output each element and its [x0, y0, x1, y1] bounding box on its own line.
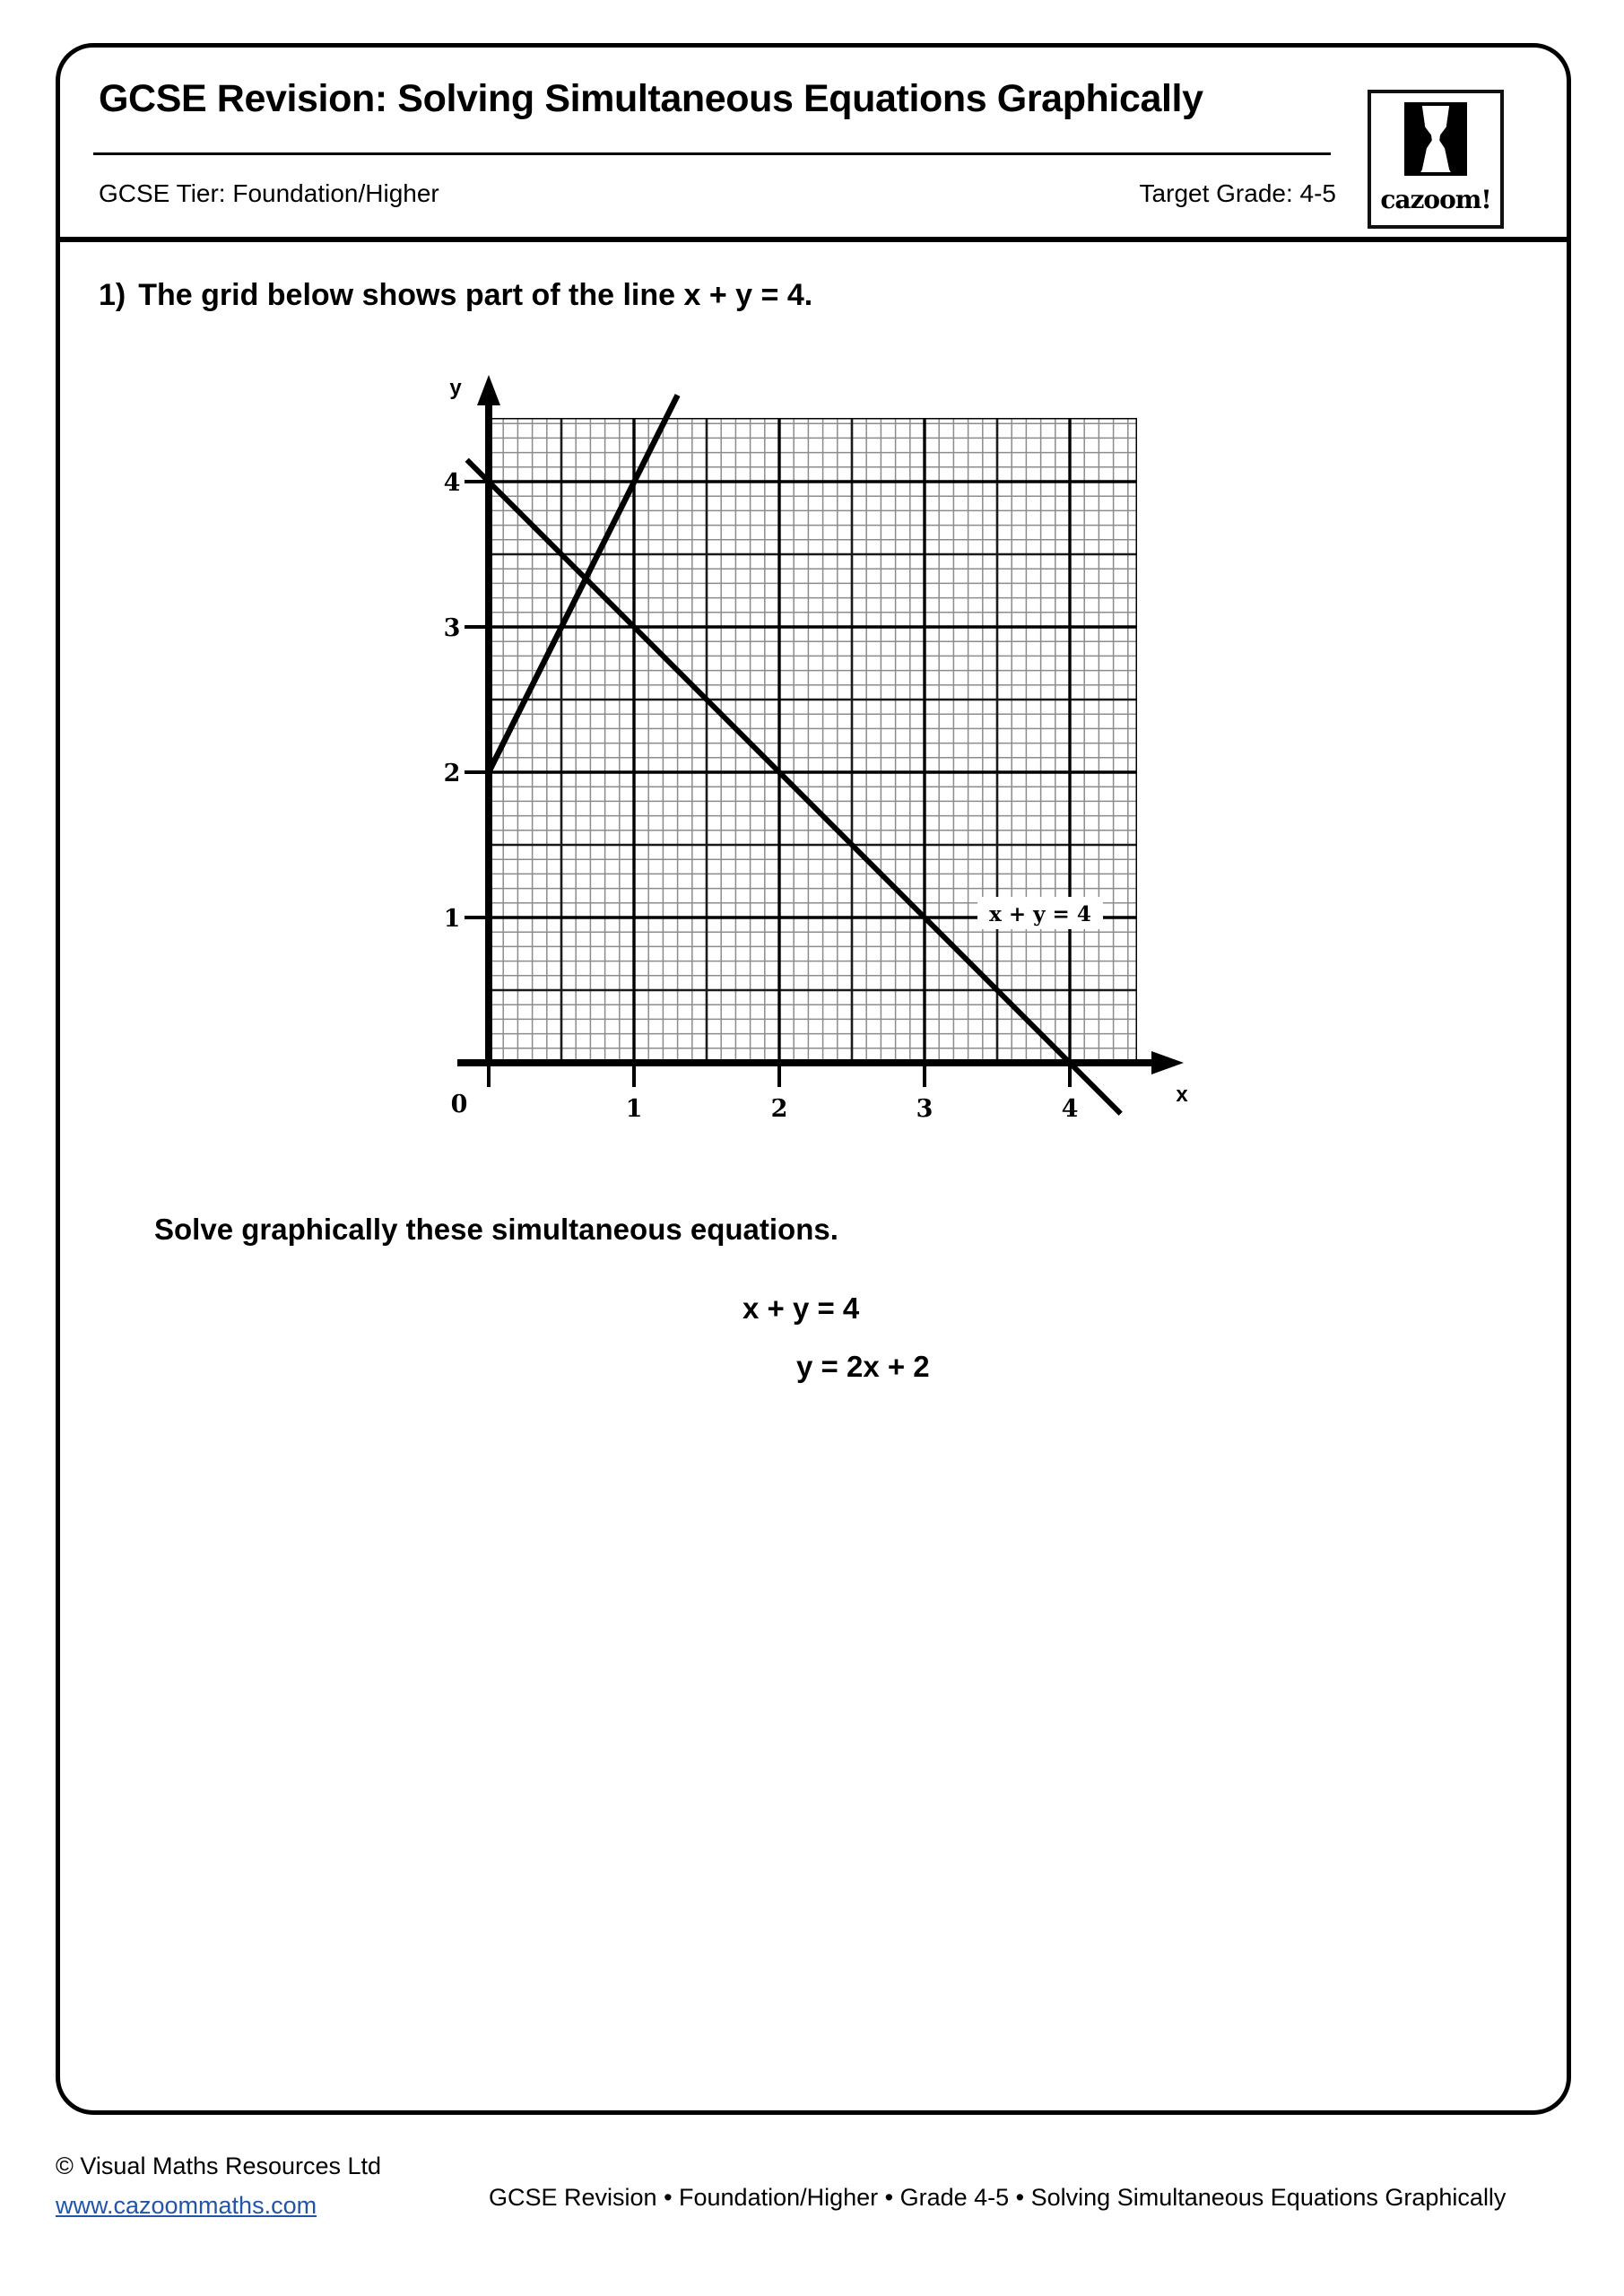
header-divider-thick	[56, 237, 1571, 242]
hourglass-vase-icon	[1417, 106, 1455, 172]
y-tick-label-2: 2	[443, 760, 461, 787]
y-tick-label-1: 1	[443, 905, 461, 933]
line-equation-annotation	[977, 897, 1103, 929]
footer-website-link[interactable]: www.cazoommaths.com	[56, 2192, 317, 2219]
question-prompt: The grid below shows part of the line x + y = 4.	[138, 278, 813, 312]
graph-svg	[421, 359, 1193, 1123]
x-tick-label-0: 0	[450, 1091, 468, 1118]
question-1-text	[99, 278, 812, 313]
header-divider-thin	[93, 152, 1331, 155]
x-tick-label-2: 2	[770, 1095, 788, 1123]
page-title: GCSE Revision: Solving Simultaneous Equations Graphically	[99, 77, 1203, 120]
y-axis-label: y	[449, 376, 462, 400]
question-number: 1)	[99, 278, 126, 312]
worksheet-header	[56, 43, 1571, 242]
footer-copyright: © Visual Maths Resources Ltd	[56, 2152, 382, 2179]
equation-1: x + y = 4	[743, 1292, 860, 1325]
x-tick-label-4: 4	[1061, 1095, 1079, 1123]
grid-lines	[489, 234, 1142, 1063]
cazoom-logo	[1368, 90, 1504, 229]
x-tick-label-1: 1	[625, 1095, 643, 1123]
logo-black-panel	[1404, 102, 1467, 176]
tier-label: GCSE Tier: Foundation/Higher	[99, 179, 439, 207]
y-axis-arrow-icon	[477, 375, 500, 405]
coordinate-grid-graph	[421, 359, 1193, 1123]
x-tick-label-3: 3	[916, 1095, 934, 1123]
svg-text:x + y = 4: x + y = 4	[989, 902, 1091, 926]
x-axis-arrow-icon	[1151, 1051, 1184, 1074]
y-tick-label-3: 3	[443, 614, 461, 642]
logo-wordmark: cazoom!	[1380, 185, 1491, 214]
target-grade-label: Target Grade: 4-5	[1139, 179, 1336, 207]
footer-breadcrumb: GCSE Revision • Foundation/Higher • Grade 4-5 • Solving Simultaneous Equations Graphically	[489, 2184, 1507, 2211]
y-tick-label-4: 4	[443, 469, 461, 497]
equation-2: y = 2x + 2	[796, 1350, 930, 1383]
solve-instruction: Solve graphically these simultaneous equations.	[154, 1213, 838, 1246]
x-axis-label: x	[1176, 1083, 1188, 1107]
